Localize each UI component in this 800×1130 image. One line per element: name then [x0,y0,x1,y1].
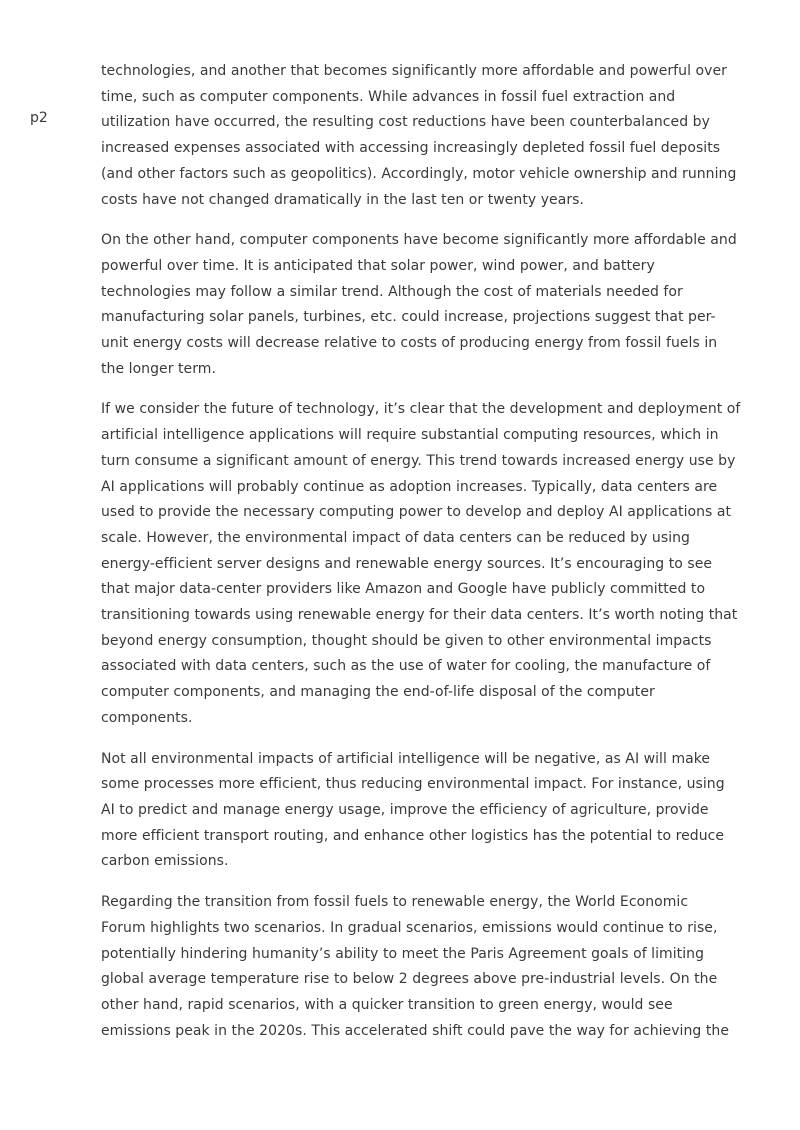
text-line: some processes more efficient, thus reducing environmental impact. For instance, using [101,776,725,793]
text-line: Not all environmental impacts of artificial intelligence will be negative, as AI will make [101,750,711,767]
page-marker: p2 [30,110,48,126]
paragraph [101,397,741,731]
text-line: Regarding the transition from fossil fuels to renewable energy, the World Economic [101,894,689,911]
text-line: increased expenses associated with accessing increasingly depleted fossil fuel deposits [101,140,721,157]
text-line: AI to predict and manage energy usage, improve the efficiency of agriculture, provide [101,801,709,818]
paragraph [101,747,725,876]
paragraph [101,59,737,213]
text-line: costs have not changed dramatically in the last ten or twenty years. [101,191,585,208]
text-line: carbon emissions. [101,853,229,870]
text-line: scale. However, the environmental impact of data centers can be reduced by using [101,529,690,546]
text-line: manufacturing solar panels, turbines, etc. could increase, projections suggest that per- [101,309,716,326]
text-line: If we consider the future of technology, it’s clear that the development and deployment of [101,401,741,418]
text-line: (and other factors such as geopolitics). Accordingly, motor vehicle ownership and running [101,165,737,182]
text-line: the longer term. [101,360,216,377]
text-line: computer components, and managing the end-of-life disposal of the computer [101,684,655,701]
paragraph [101,228,737,382]
text-line: global average temperature rise to below 2 degrees above pre-industrial levels. On the [101,971,718,988]
text-line: utilization have occurred, the resulting cost reductions have been counterbalanced by [101,114,710,131]
text-line: associated with data centers, such as the use of water for cooling, the manufacture of [101,658,711,675]
text-line: beyond energy consumption, thought should be given to other environmental impacts [101,632,712,649]
text-line: AI applications will probably continue as adoption increases. Typically, data centers are [101,478,718,495]
text-line: energy-efficient server designs and renewable energy sources. It’s encouraging to see [101,555,713,572]
text-line: potentially hindering humanity’s ability to meet the Paris Agreement goals of limiting [101,945,705,962]
text-line: used to provide the necessary computing power to develop and deploy AI applications at [101,504,732,521]
text-line: unit energy costs will decrease relative to costs of producing energy from fossil fuels in [101,335,718,352]
text-line: transitioning towards using renewable energy for their data centers. It’s worth noting that [101,607,738,624]
text-line: Forum highlights two scenarios. In gradual scenarios, emissions would continue to rise, [101,919,718,936]
text-line: technologies may follow a similar trend. Although the cost of materials needed for [101,283,683,300]
text-line: more efficient transport routing, and enhance other logistics has the potential to reduce [101,827,725,844]
text-line: emissions peak in the 2020s. This accelerated shift could pave the way for achieving the [101,1022,729,1039]
text-line: powerful over time. It is anticipated that solar power, wind power, and battery [101,257,655,274]
text-line: On the other hand, computer components have become significantly more affordable and [101,232,737,249]
text-line: turn consume a significant amount of energy. This trend towards increased energy use by [101,452,736,469]
text-line: technologies, and another that becomes significantly more affordable and powerful over [101,63,727,79]
text-line: other hand, rapid scenarios, with a quicker transition to green energy, would see [101,996,673,1013]
text-line: that major data-center providers like Amazon and Google have publicly committed to [101,581,706,598]
paragraph [101,890,729,1044]
text-line: artificial intelligence applications will require substantial computing resources, which in [101,427,719,444]
text-line: components. [101,709,193,726]
document-body [101,59,741,1059]
text-line: time, such as computer components. While advances in fossil fuel extraction and [101,88,676,105]
